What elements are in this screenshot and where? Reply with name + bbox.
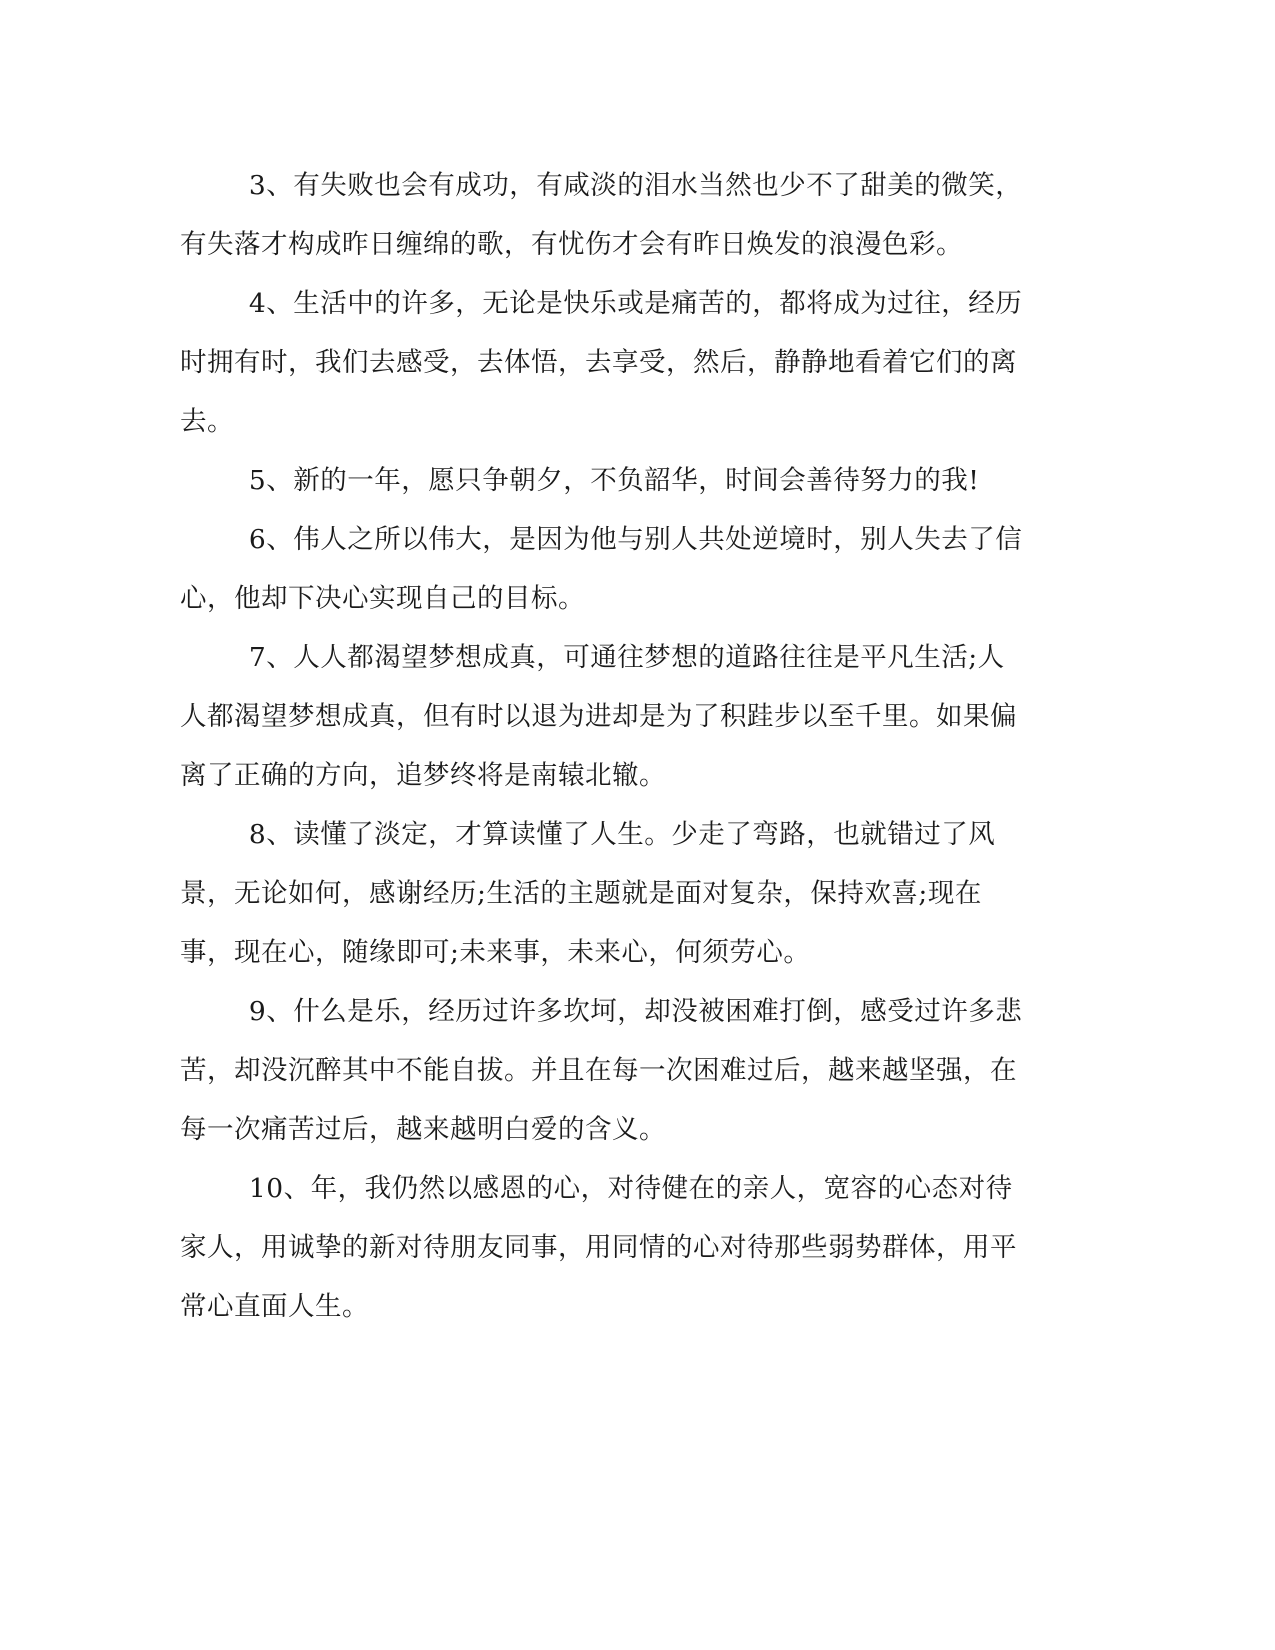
document-body (180, 156, 1030, 1336)
paragraph-7: 7、人人都渴望梦想成真，可通往梦想的道路往往是平凡生活;人人都渴望梦想成真，但有时以退为进却是为了积跬步以至千里。如果偏离了正确的方向，追梦终将是南辕北辙。 (180, 642, 1017, 791)
paragraph-5: 5、新的一年，愿只争朝夕，不负韶华，时间会善待努力的我! (248, 465, 980, 496)
paragraph-4: 4、生活中的许多，无论是快乐或是痛苦的，都将成为过往，经历时拥有时，我们去感受，去体悟，去享受，然后，静静地看着它们的离去。 (180, 288, 1023, 437)
paragraph-3: 3、有失败也会有成功，有咸淡的泪水当然也少不了甜美的微笑，有失落才构成昨日缠绵的歌，有忧伤才会有昨日焕发的浪漫色彩。 (180, 170, 1023, 260)
paragraph-9: 9、什么是乐，经历过许多坎坷，却没被困难打倒，感受过许多悲苦，却没沉醉其中不能自拔。并且在每一次困难过后，越来越坚强，在每一次痛苦过后，越来越明白爱的含义。 (180, 996, 1023, 1145)
paragraph-6: 6、伟人之所以伟大，是因为他与别人共处逆境时，别人失去了信心，他却下决心实现自己的目标。 (180, 524, 1023, 614)
paragraph-8: 8、读懂了淡定，才算读懂了人生。少走了弯路，也就错过了风景，无论如何，感谢经历;生活的主题就是面对复杂，保持欢喜;现在事，现在心，随缘即可;未来事，未来心，何须劳心。 (180, 819, 996, 968)
paragraph-10: 10、年，我仍然以感恩的心，对待健在的亲人，宽容的心态对待家人，用诚挚的新对待朋友同事，用同情的心对待那些弱势群体，用平常心直面人生。 (180, 1173, 1017, 1322)
